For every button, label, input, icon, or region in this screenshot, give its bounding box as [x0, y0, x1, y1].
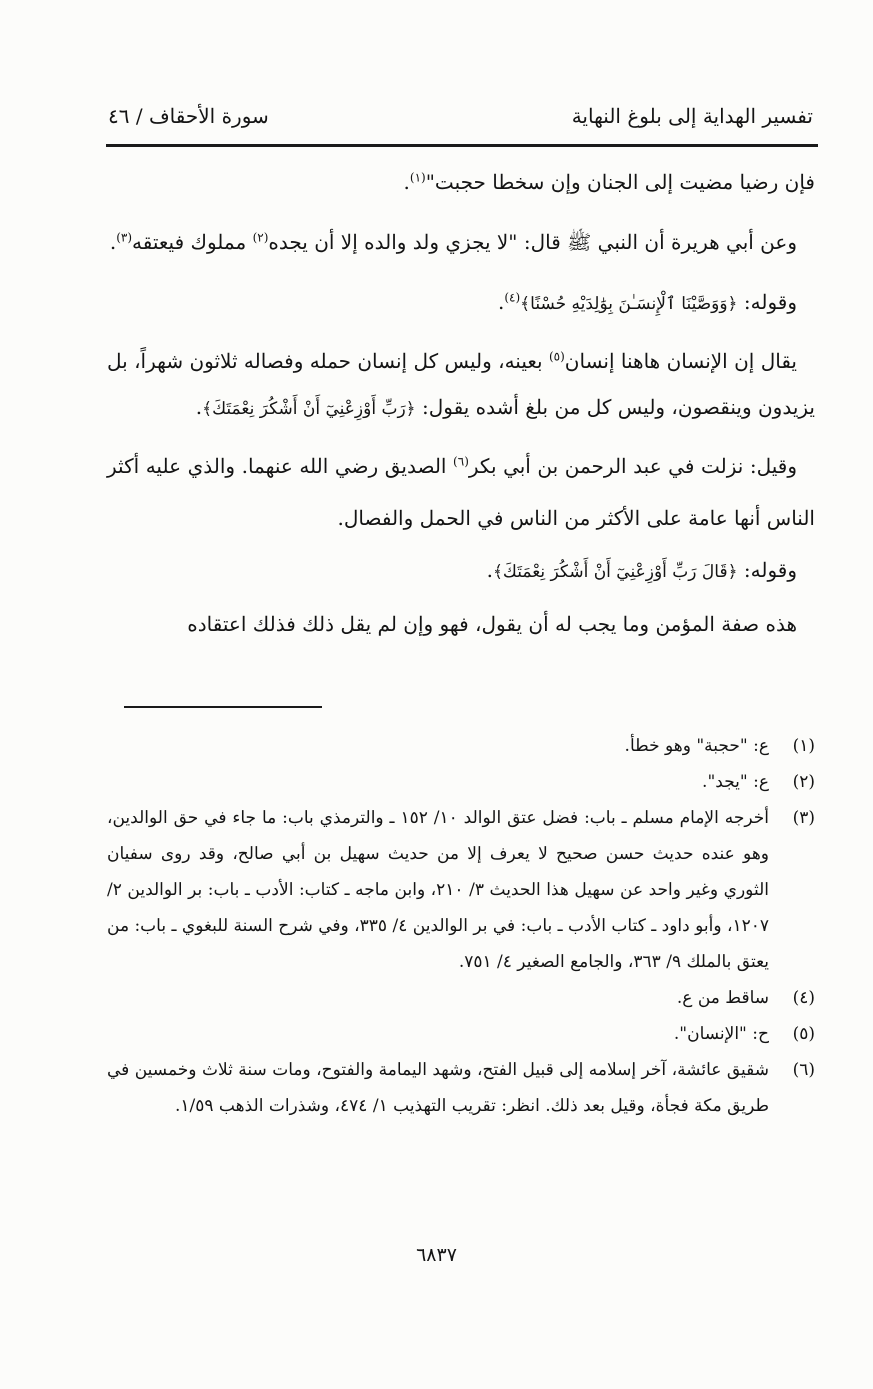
footnote-text: ح: "الإنسان".	[673, 1024, 769, 1044]
footnote-number: (٢)	[792, 772, 815, 792]
paragraph-2-text-b: مملوك فيعتقه	[132, 230, 253, 254]
paragraph-1	[107, 156, 815, 208]
footnote-6	[107, 1052, 815, 1124]
footnote-divider	[124, 706, 322, 708]
footnote-ref-6[interactable]: (٦)	[453, 454, 469, 469]
footnote-4	[107, 980, 815, 1016]
footnote-text: ساقط من ع.	[676, 988, 769, 1008]
footnote-ref-3[interactable]: (٣)	[116, 230, 133, 245]
footnotes	[107, 728, 815, 1124]
footnote-ref-2[interactable]: (٢)	[252, 230, 269, 245]
footnote-5	[107, 1016, 815, 1052]
paragraph-1-text: فإن رضيا مضيت إلى الجنان وإن سخطا حجبت"	[425, 170, 815, 194]
footnote-text: ع: "يجد".	[702, 772, 769, 792]
quran-verse-1: ﴿وَوَصَّيْنَا ٱلْإِنسَـٰنَ بِوَٰلِدَيْهِ حُسْنًا﴾	[520, 294, 738, 314]
running-header-book-title: تفسير الهداية إلى بلوغ النهاية	[571, 104, 813, 128]
page-number: ٦٨٣٧	[416, 1244, 457, 1266]
footnote-text: شقيق عائشة، آخر إسلامه إلى قبيل الفتح، وشهد اليمامة والفتوح، ومات سنة ثلاث وخمسين في طريق مكة فجأة، وقيل بعد ذلك. انظر: تقريب التهذيب ١/ ٤٧٤، وشذرات الذهب ١/٥٩.	[107, 1060, 769, 1116]
paragraph-4	[107, 338, 815, 432]
paragraph-5	[107, 440, 815, 544]
footnote-number: (١)	[792, 736, 815, 756]
paragraph-4-end: .	[195, 395, 203, 419]
paragraph-6-end: .	[486, 558, 493, 582]
footnote-number: (٥)	[792, 1024, 815, 1044]
quran-verse-2: ﴿رَبِّ أَوْزِعْنِيٓ أَنْ أَشْكُرَ نِعْمَتَكَ﴾	[202, 399, 416, 419]
footnote-ref-5[interactable]: (٥)	[548, 349, 565, 364]
footnote-1	[107, 728, 815, 764]
header-divider	[106, 144, 818, 147]
running-header-surah-page: سورة الأحقاف / ٤٦	[108, 104, 269, 128]
footnote-number: (٣)	[792, 808, 815, 828]
footnote-2	[107, 764, 815, 800]
footnote-text: أخرجه الإمام مسلم ـ باب: فضل عتق الوالد ١٠/ ١٥٢ ـ والترمذي باب: ما جاء في حق الوالدين، وهو عنده حديث حسن صحيح لا يعرف إلا من حديث سهيل بن أبي صالح، وقد روى سفيان الثوري وغير واحد عن سهيل هذا الحديث ٣/ ٢١٠، وابن ماجه ـ كتاب: الأدب ـ باب: بر الوالدين ٢/ ١٢٠٧، وأبو داود ـ كتاب الأدب ـ باب: في بر الوالدين ٤/ ٣٣٥، وفي شرح السنة للبغوي ـ باب: من يعتق بالملك ٩/ ٣٦٣، والجامع الصغير ٤/ ٧٥١.	[107, 808, 769, 972]
footnote-ref-1[interactable]: (١)	[409, 170, 426, 185]
footnote-text: ع: "حجبة" وهو خطأ.	[624, 736, 769, 756]
paragraph-5-text-b: الصديق رضي الله عنهما. والذي عليه أكثر الناس أنها عامة على الأكثر من الناس في الحمل والفصال.	[107, 454, 815, 530]
paragraph-7: هذه صفة المؤمن وما يجب له أن يقول، فهو وإن لم يقل ذلك فذلك اعتقاده	[187, 612, 797, 636]
main-text	[107, 156, 815, 650]
paragraph-2-text-a: وعن أبي هريرة أن النبي ﷺ قال: "لا يجزي ولد والده إلا أن يجده	[268, 230, 797, 254]
paragraph-1-end: .	[403, 170, 410, 194]
paragraph-6	[107, 544, 815, 598]
paragraph-6-lead: وقوله:	[737, 558, 797, 582]
paragraph-3-end: .	[497, 290, 505, 314]
paragraph-4-text-a: يقال إن الإنسان هاهنا إنسان	[564, 349, 797, 373]
paragraph-2	[107, 216, 815, 268]
footnote-number: (٦)	[792, 1060, 815, 1080]
paragraph-3-lead: وقوله:	[737, 290, 797, 314]
paragraph-2-end: .	[109, 230, 117, 254]
paragraph-5-text-a: وقيل: نزلت في عبد الرحمن بن أبي بكر	[468, 454, 797, 478]
footnote-3	[107, 800, 815, 980]
footnote-ref-4[interactable]: (٤)	[504, 290, 521, 305]
paragraph-3	[107, 276, 815, 330]
quran-verse-3: ﴿قَالَ رَبِّ أَوْزِعْنِيٓ أَنْ أَشْكُرَ نِعْمَتَكَ﴾	[492, 562, 738, 582]
footnote-number: (٤)	[792, 988, 815, 1008]
paragraph-4-text-b: بعينه، وليس كل إنسان حمله وفصاله ثلاثون شهراً، بل يزيدون وينقصون، وليس كل من بلغ أشده يقول:	[107, 349, 815, 419]
